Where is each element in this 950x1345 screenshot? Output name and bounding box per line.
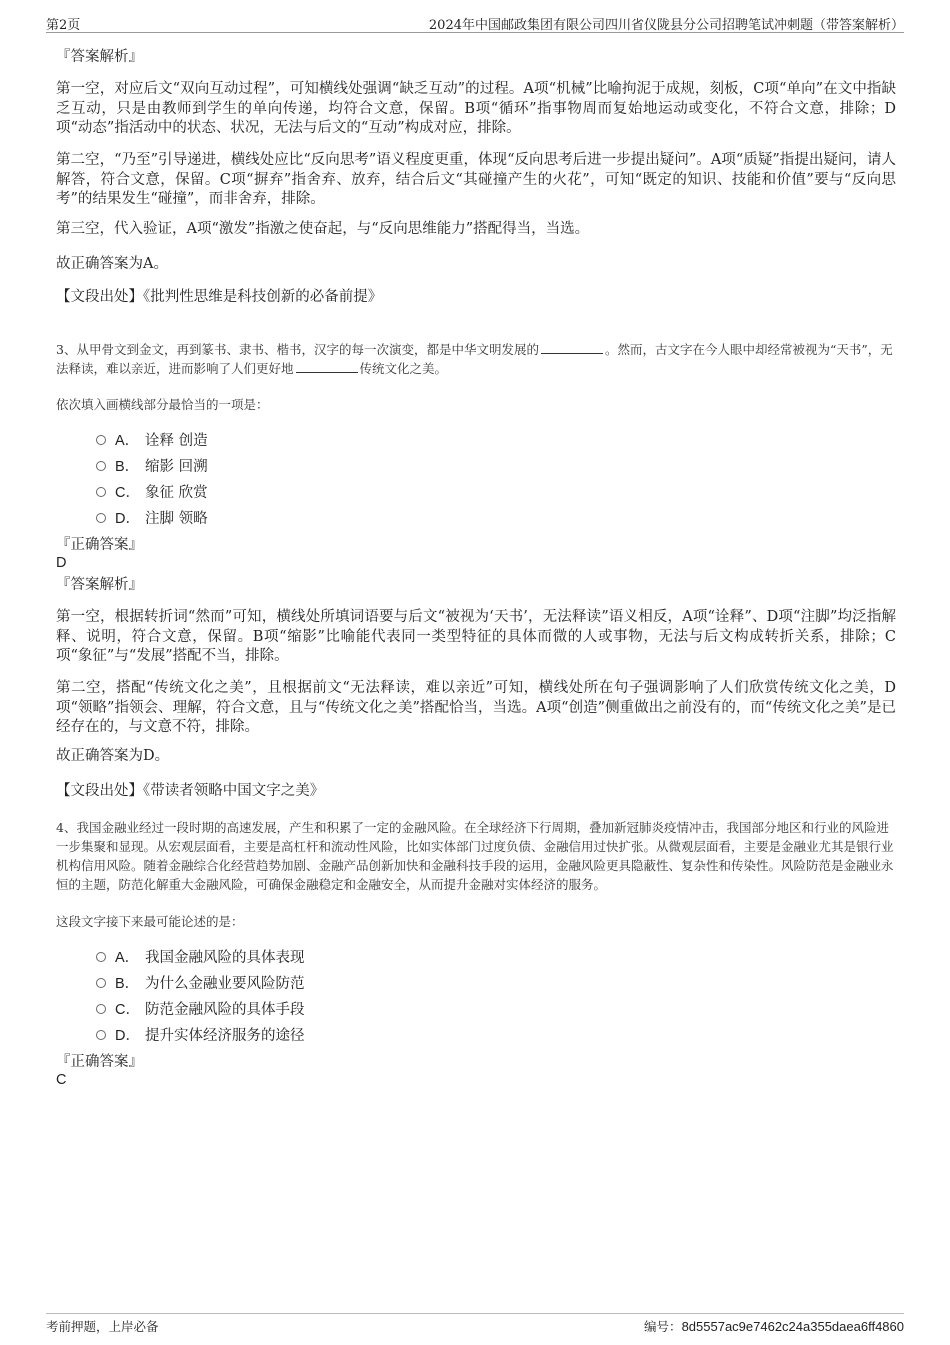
q4-option-c[interactable]: C． 防范金融风险的具体手段	[96, 998, 305, 1020]
q3-stem-part1: 3、从甲骨文到金文，再到篆书、隶书、楷书，汉字的每一次演变，都是中华文明发展的	[56, 342, 539, 357]
radio-icon[interactable]	[96, 435, 106, 445]
q4-correct-label: 『正确答案』	[56, 1054, 143, 1070]
footer-code-value: 8d5557ac9e7462c24a355daea6ff4860	[681, 1319, 904, 1334]
page-footer	[46, 1313, 904, 1334]
q3-option-c[interactable]: C． 象征 欣赏	[96, 481, 208, 503]
q3-option-d[interactable]: D． 注脚 领略	[96, 507, 208, 529]
document-title: 2024年中国邮政集团有限公司四川省仪陇县分公司招聘笔试冲刺题（带答案解析）	[428, 18, 904, 33]
page-number: 第2页	[46, 18, 81, 33]
q2-analysis-para2: 第二空，“乃至”引导递进，横线处应比“反向思考”语义程度更重，体现“反向思考后进一步提出疑问”。A项“质疑”指提出疑问，请人解答，符合文意，保留。C项“摒弃”指舍弃、放弃，结合后文“其碰撞产生的火花”，可知“既定的知识、技能和价值”要与“反向思考”的结果发生“碰撞”，而非舍弃，排除。	[56, 152, 896, 207]
q2-analysis-label: 『答案解析』	[56, 49, 143, 65]
q4-option-d[interactable]: D． 提升实体经济服务的途径	[96, 1024, 305, 1046]
q3-option-b[interactable]: B． 缩影 回溯	[96, 455, 208, 477]
q3-blank-1	[541, 341, 603, 354]
q3-instruction: 依次填入画横线部分最恰当的一项是：	[56, 397, 269, 412]
radio-icon[interactable]	[96, 1004, 106, 1014]
q3-blank-2	[296, 360, 358, 373]
q4-instruction: 这段文字接下来最可能论述的是：	[56, 914, 244, 929]
q3-option-a[interactable]: A． 诠释 创造	[96, 429, 208, 451]
q3-correct-answer: D	[56, 555, 67, 571]
q4-option-a[interactable]: A． 我国金融风险的具体表现	[96, 946, 305, 968]
footer-slogan: 考前押题，上岸必备	[46, 1319, 159, 1334]
q3-stem-part2: 。然而，古文字在今人眼中却经常被视为“天书”，无法释读，难以亲近，进而影响了人们更好地	[56, 342, 893, 376]
radio-icon[interactable]	[96, 952, 106, 962]
q3-stem-part3: 传统文化之美。	[359, 361, 448, 376]
q3-stem	[56, 340, 896, 378]
q3-correct-label: 『正确答案』	[56, 537, 143, 553]
q2-source: 【文段出处】《批判性思维是科技创新的必备前提》	[56, 289, 383, 305]
q3-analysis-para1: 第一空，根据转折词“然而”可知，横线处所填词语要与后文“被视为‘天书’，无法释读”语义相反，A项“诠释”、D项“注脚”均泛指解释、说明，符合文意，保留。B项“缩影”比喻能代表同一类型特征的具体而微的人或事物，无法与后文构成转折关系，排除；C项“象征”与“发展”搭配不当，排除。	[56, 609, 896, 664]
q3-conclusion: 故正确答案为D。	[56, 748, 170, 764]
q2-conclusion: 故正确答案为A。	[56, 256, 168, 272]
radio-icon[interactable]	[96, 487, 106, 497]
q2-analysis-para3: 第三空，代入验证，A项“激发”指激之使奋起，与“反向思维能力”搭配得当，当选。	[56, 221, 590, 237]
q3-analysis-label: 『答案解析』	[56, 577, 143, 593]
radio-icon[interactable]	[96, 978, 106, 988]
q4-stem: 4、我国金融业经过一段时期的高速发展，产生和积累了一定的金融风险。在全球经济下行周期，叠加新冠肺炎疫情冲击，我国部分地区和行业的风险进一步集聚和显现。从宏观层面看，主要是高杠杆和流动性风险，比如实体部门过度负债、金融信用过快扩张。从微观层面看，主要是金融业尤其是银行业机构信用风险。随着金融综合化经营趋势加剧、金融产品创新加快和金融科技手段的运用，金融风险更具隐蔽性、复杂性和传染性。风险防范是金融业永恒的主题，防范化解重大金融风险，可确保金融稳定和金融安全，从而提升金融对实体经济的服务。	[56, 820, 894, 892]
radio-icon[interactable]	[96, 513, 106, 523]
q4-correct-answer: C	[56, 1072, 67, 1088]
q3-analysis-para2: 第二空，搭配“传统文化之美”，且根据前文“无法释读，难以亲近”可知，横线处所在句子强调影响了人们欣赏传统文化之美，D项“领略”指领会、理解，符合文意，且与“传统文化之美”搭配恰当，当选。A项“创造”侧重做出之前没有的，而“传统文化之美”是已经存在的，与文意不符，排除。	[56, 680, 896, 735]
q4-option-b[interactable]: B． 为什么金融业要风险防范	[96, 972, 305, 994]
footer-code	[644, 1317, 904, 1335]
q3-source: 【文段出处】《带读者领略中国文字之美》	[56, 783, 325, 799]
footer-code-label: 编号：	[644, 1319, 682, 1334]
radio-icon[interactable]	[96, 461, 106, 471]
page-header	[46, 14, 904, 33]
radio-icon[interactable]	[96, 1030, 106, 1040]
q2-analysis-para1: 第一空，对应后文“双向互动过程”，可知横线处强调“缺乏互动”的过程。A项“机械”比喻拘泥于成规，刻板，C项“单向”在文中指缺乏互动，只是由教师到学生的单向传递，均符合文意，保留。B项“循环”指事物周而复始地运动或变化，不符合文意，排除；D项“动态”指活动中的状态、状况，无法与后文的“互动”构成对应，排除。	[56, 81, 896, 136]
